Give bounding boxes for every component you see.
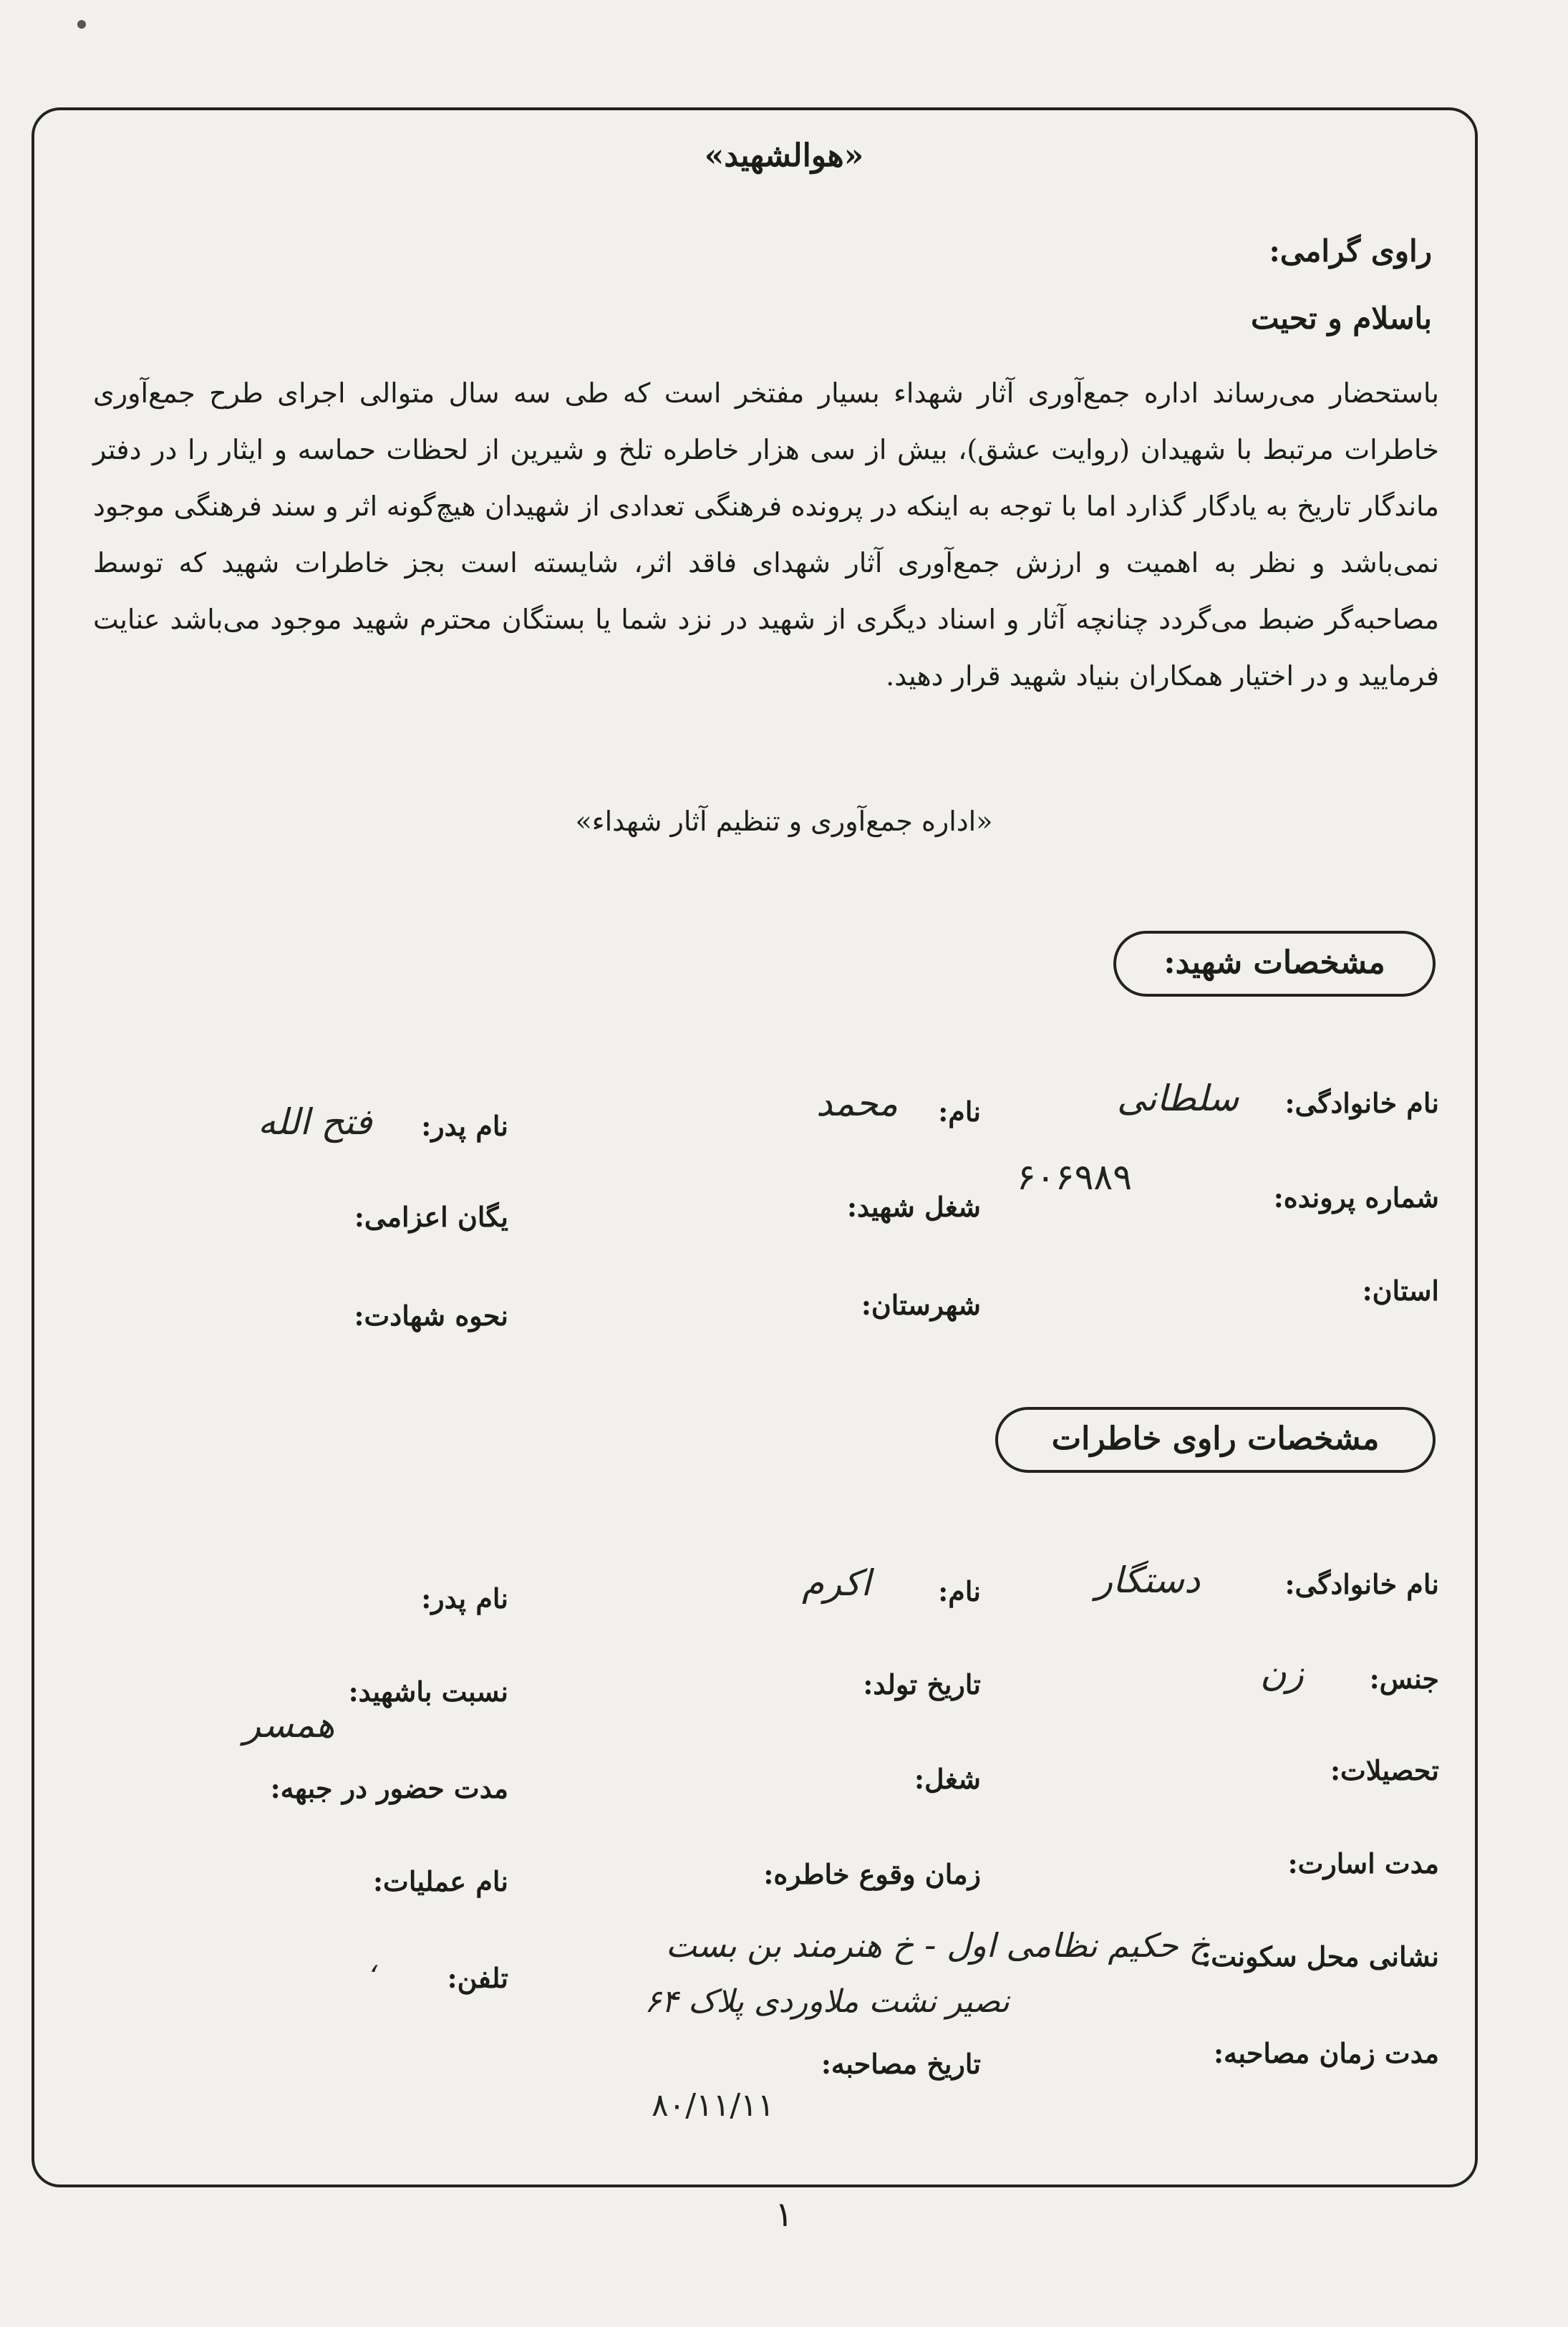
martyr-father-name-value: فتح الله: [258, 1101, 372, 1143]
office-signature: «اداره جمع‌آوری و تنظیم آثار شهداء»: [575, 806, 993, 837]
narrator-job-label: شغل:: [914, 1763, 981, 1795]
martyr-father-name-label: نام پدر:: [421, 1110, 508, 1142]
narrator-gender-label: جنس:: [1369, 1663, 1439, 1695]
salutation: باسلام و تحیت: [1251, 301, 1432, 336]
narrator-address-label: نشانی محل سکونت:: [1201, 1940, 1439, 1973]
narrator-relation-label: نسبت باشهید:: [348, 1675, 508, 1708]
narrator-captivity-label: مدت اسارت:: [1287, 1847, 1439, 1880]
narrator-section-heading: مشخصات راوی خاطرات: [995, 1407, 1436, 1473]
greeting: راوی گرامی:: [1269, 233, 1432, 268]
narrator-birth-date-label: تاریخ تولد:: [863, 1668, 981, 1700]
intro-text: باستحضار می‌رساند اداره جمع‌آوری آثار شهداء بسیار مفتخر است که طی سه سال متوالی اجرای طرح جمع‌آوری خاطرات مرتبط با شهیدان (روایت عشق)، بیش از سی هزار خاطره تلخ و شیرین از لحظات حماسه و ایثار را در دفتر ماندگار تاریخ به یادگار گذارد اما با توجه به اینکه در پرونده فرهنگی تعدادی از شهیدان هیچ‌گونه اثر و سند فرهنگی موجود نمی‌باشد و نظر به اهمیت و ارزش جمع‌آوری آثار شهدای فاقد اثر، شایسته است بجز خاطرات شهید که توسط مصاحبه‌گر ضبط می‌گردد چنانچه آثار و اسناد دیگری از شهید در نزد شما یا بستگان محترم شهید موجود می‌باشد عنایت فرمایید و در اختیار همکاران بنیاد شهید قرار دهید.: [93, 377, 1440, 692]
narrator-last-name-value: دستگار: [1095, 1559, 1201, 1601]
martyr-province-label: استان:: [1362, 1274, 1439, 1307]
martyr-section-heading: مشخصات شهید:: [1113, 931, 1436, 997]
intro-paragraph: [93, 365, 1439, 705]
narrator-front-duration-label: مدت حضور در جبهه:: [270, 1772, 508, 1804]
martyr-first-name-label: نام:: [938, 1095, 981, 1128]
page-title: «هوالشهید»: [704, 137, 864, 174]
martyr-last-name-label: نام خانوادگی:: [1284, 1087, 1439, 1119]
narrator-last-name-label: نام خانوادگی:: [1284, 1568, 1439, 1600]
martyr-last-name-value: سلطانی: [1117, 1078, 1239, 1119]
martyr-job-label: شغل شهید:: [847, 1191, 981, 1223]
narrator-phone-value: ،: [369, 1946, 378, 1979]
martyr-unit-label: یگان اعزامی:: [354, 1201, 508, 1233]
narrator-phone-label: تلفن:: [447, 1962, 508, 1994]
speck: [77, 20, 86, 29]
narrator-address-line2: نصیر نشت ملاوردی پلاک ۶۴: [644, 1983, 1010, 2020]
narrator-gender-value: زن: [1260, 1653, 1304, 1694]
narrator-memory-time-label: زمان وقوع خاطره:: [763, 1858, 981, 1890]
narrator-relation-value: همسر: [243, 1704, 335, 1746]
martyr-file-number-label: شماره پرونده:: [1273, 1181, 1439, 1214]
martyr-martyrdom-manner-label: نحوه شهادت:: [354, 1300, 508, 1332]
narrator-father-name-label: نام پدر:: [421, 1582, 508, 1615]
martyr-first-name-value: محمد: [816, 1083, 899, 1124]
martyr-city-label: شهرستان:: [861, 1289, 981, 1321]
narrator-interview-date-value: ۸۰/۱۱/۱۱: [652, 2087, 775, 2124]
narrator-address-line1: خ حکیم نظامی اول - خ هنرمند بن بست: [665, 1926, 1210, 1965]
page-number: ۱: [775, 2195, 793, 2235]
martyr-file-number-value: ۶۰۶۹۸۹: [1017, 1156, 1133, 1198]
narrator-interview-duration-label: مدت زمان مصاحبه:: [1214, 2037, 1439, 2069]
narrator-first-name-value: اکرم: [802, 1562, 871, 1604]
narrator-first-name-label: نام:: [938, 1575, 981, 1607]
narrator-education-label: تحصیلات:: [1330, 1754, 1439, 1786]
narrator-interview-date-label: تاریخ مصاحبه:: [821, 2048, 981, 2080]
narrator-operation-label: نام عملیات:: [373, 1865, 508, 1897]
